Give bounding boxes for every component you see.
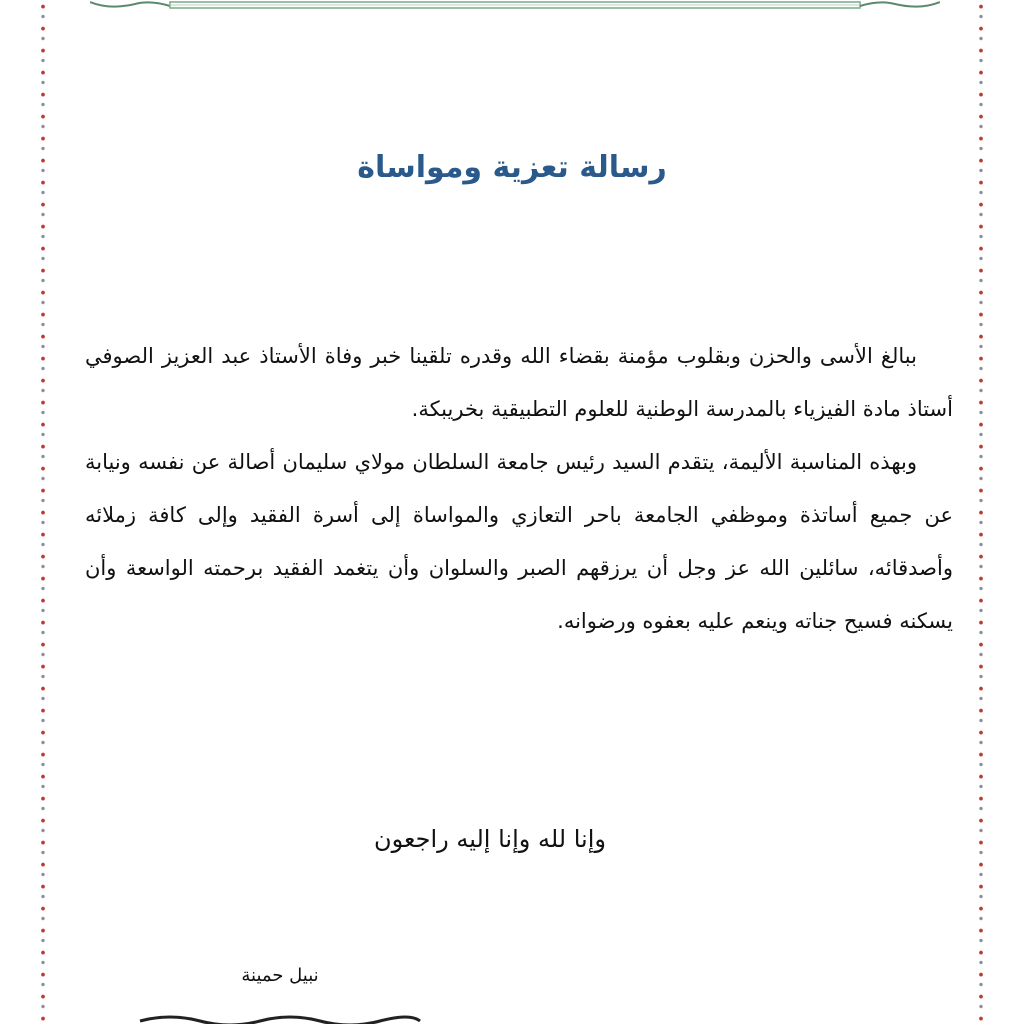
top-decorative-frame (90, 0, 940, 12)
cut-off-text-line (130, 1010, 430, 1024)
paragraph-condolences: وبهذه المناسبة الأليمة، يتقدم السيد رئيس جامعة السلطان مولاي سليمان أصالة عن نفسه ونيابة عن جميع أساتذة وموظفي الجامعة باحر التعازي والمواساة إلى أسرة الفقيد وإلى كافة زملائه وأصدقائه، سائلين الله عز وجل أن يرزقهم الصبر والسلوان وأن يتغمد الفقيد برحمته الواسعة وأن يسكنه فسيح جناته وينعم عليه بعفوه ورضوانه. (85, 450, 953, 633)
paragraph-announcement: ببالغ الأسى والحزن وبقلوب مؤمنة بقضاء الله وقدره تلقينا خبر وفاة الأستاذ عبد العزيز الصوفي أستاذ مادة الفيزياء بالمدرسة الوطنية للعلوم التطبيقية بخريبكة. (85, 344, 953, 421)
letter-body (85, 330, 953, 648)
quranic-verse: وإنا لله وإنا إليه راجعون (374, 825, 606, 853)
signature-name: نبيل حمينة (241, 965, 319, 986)
letter-title: رسالة تعزية ومواساة (357, 150, 667, 185)
